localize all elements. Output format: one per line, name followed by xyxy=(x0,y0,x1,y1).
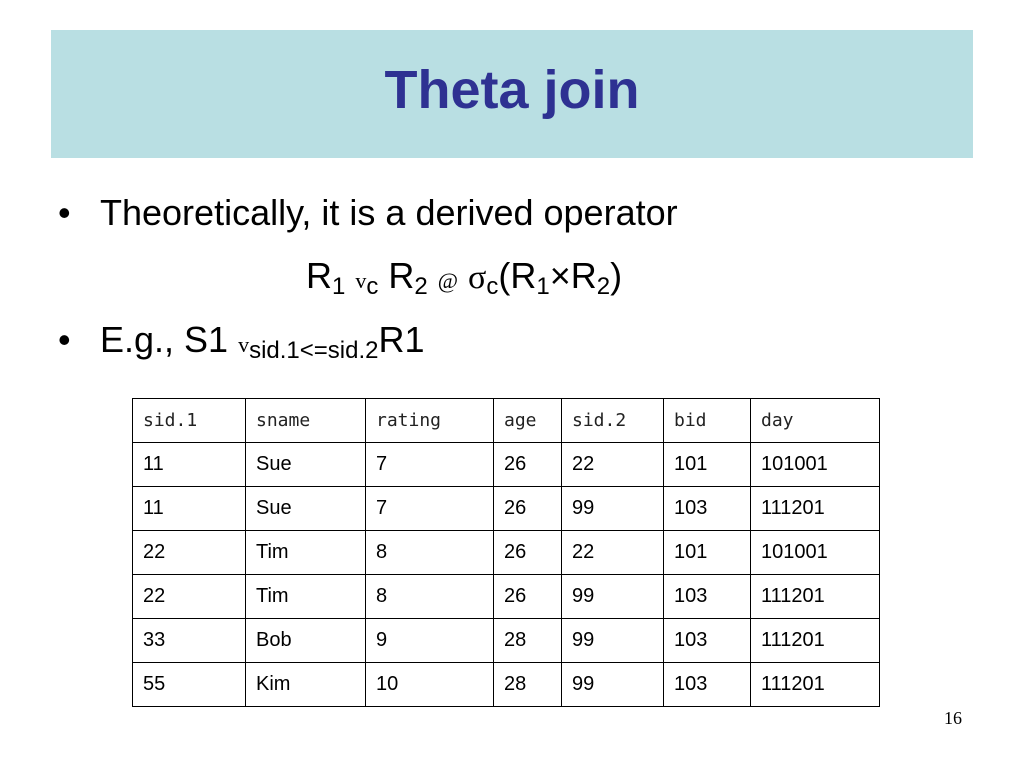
page-number: 16 xyxy=(944,708,962,728)
table-cell: 101 xyxy=(664,443,751,487)
table-cell: 99 xyxy=(562,575,664,619)
table-row xyxy=(133,531,880,575)
table-cell: Sue xyxy=(246,443,366,487)
table-cell: 111201 xyxy=(751,575,880,619)
table-cell: 28 xyxy=(494,619,562,663)
formula-open-sub: 1 xyxy=(536,273,550,300)
bullet-text-prefix: E.g., S1 xyxy=(100,319,239,360)
table-cell: 9 xyxy=(366,619,494,663)
table-cell: Sue xyxy=(246,487,366,531)
table-cell: 7 xyxy=(366,487,494,531)
formula-close: ) xyxy=(610,255,623,296)
formula-r2b: R xyxy=(570,255,597,296)
table-cell: 103 xyxy=(664,575,751,619)
table-row xyxy=(133,443,880,487)
table-cell: 8 xyxy=(366,575,494,619)
formula-r2: R xyxy=(388,255,415,296)
table-cell: 99 xyxy=(562,663,664,707)
formula-r1: R xyxy=(306,255,332,296)
formula-r2b-sub: 2 xyxy=(596,273,611,300)
table-cell: 22 xyxy=(133,531,246,575)
table-cell: 22 xyxy=(562,443,664,487)
formula xyxy=(306,256,622,301)
table-cell: 103 xyxy=(664,663,751,707)
column-header: rating xyxy=(366,399,494,443)
table-row xyxy=(133,663,880,707)
table-cell: 101 xyxy=(664,531,751,575)
table-cell: Kim xyxy=(246,663,366,707)
sigma-sub: c xyxy=(486,273,499,300)
join-symbol: v xyxy=(355,268,367,293)
column-header: sid.1 xyxy=(133,399,246,443)
table-cell: 10 xyxy=(366,663,494,707)
table-cell: 103 xyxy=(664,619,751,663)
table-header-row xyxy=(133,399,880,443)
table-cell: 33 xyxy=(133,619,246,663)
table-cell: 11 xyxy=(133,487,246,531)
bullet-marker: • xyxy=(58,319,71,360)
table-row xyxy=(133,575,880,619)
bullet-marker: • xyxy=(58,192,71,233)
times-symbol: × xyxy=(549,255,571,296)
column-header: sname xyxy=(246,399,366,443)
table-row xyxy=(133,487,880,531)
table-cell: 7 xyxy=(366,443,494,487)
table-cell: 8 xyxy=(366,531,494,575)
table-cell: 101001 xyxy=(751,531,880,575)
table-cell: 22 xyxy=(562,531,664,575)
column-header: day xyxy=(751,399,880,443)
table-cell: 111201 xyxy=(751,487,880,531)
bullet-text: Theoretically, it is a derived operator xyxy=(100,192,678,233)
equiv-symbol: @ xyxy=(437,268,459,293)
table-cell: 26 xyxy=(494,487,562,531)
column-header: sid.2 xyxy=(562,399,664,443)
table-cell: 28 xyxy=(494,663,562,707)
title-bar xyxy=(51,30,973,158)
table-cell: 99 xyxy=(562,487,664,531)
table-cell: 22 xyxy=(133,575,246,619)
table-cell: Tim xyxy=(246,531,366,575)
table-cell: 101001 xyxy=(751,443,880,487)
formula-r1-sub: 1 xyxy=(332,273,346,300)
table-cell: 26 xyxy=(494,575,562,619)
formula-open: (R xyxy=(498,255,537,296)
table-cell: 11 xyxy=(133,443,246,487)
result-table xyxy=(132,398,880,707)
table-cell: 26 xyxy=(494,443,562,487)
join-condition: sid.1<=sid.2 xyxy=(249,337,379,364)
table-cell: 111201 xyxy=(751,619,880,663)
formula-r2-sub: 2 xyxy=(414,273,428,300)
table-cell: 103 xyxy=(664,487,751,531)
sigma-symbol: σ xyxy=(468,259,487,296)
table-body xyxy=(133,443,880,707)
table-cell: Tim xyxy=(246,575,366,619)
table-cell: 55 xyxy=(133,663,246,707)
slide-title: Theta join xyxy=(384,60,640,120)
column-header: bid xyxy=(664,399,751,443)
table-cell: 99 xyxy=(562,619,664,663)
join-symbol: v xyxy=(238,332,250,357)
join-condition-sub: c xyxy=(366,273,379,300)
table-cell: Bob xyxy=(246,619,366,663)
table-cell: 26 xyxy=(494,531,562,575)
bullet-text-suffix: R1 xyxy=(378,319,425,360)
table-cell: 111201 xyxy=(751,663,880,707)
bullet-item-2 xyxy=(58,320,425,365)
column-header: age xyxy=(494,399,562,443)
bullet-item-1 xyxy=(58,193,678,233)
table-row xyxy=(133,619,880,663)
